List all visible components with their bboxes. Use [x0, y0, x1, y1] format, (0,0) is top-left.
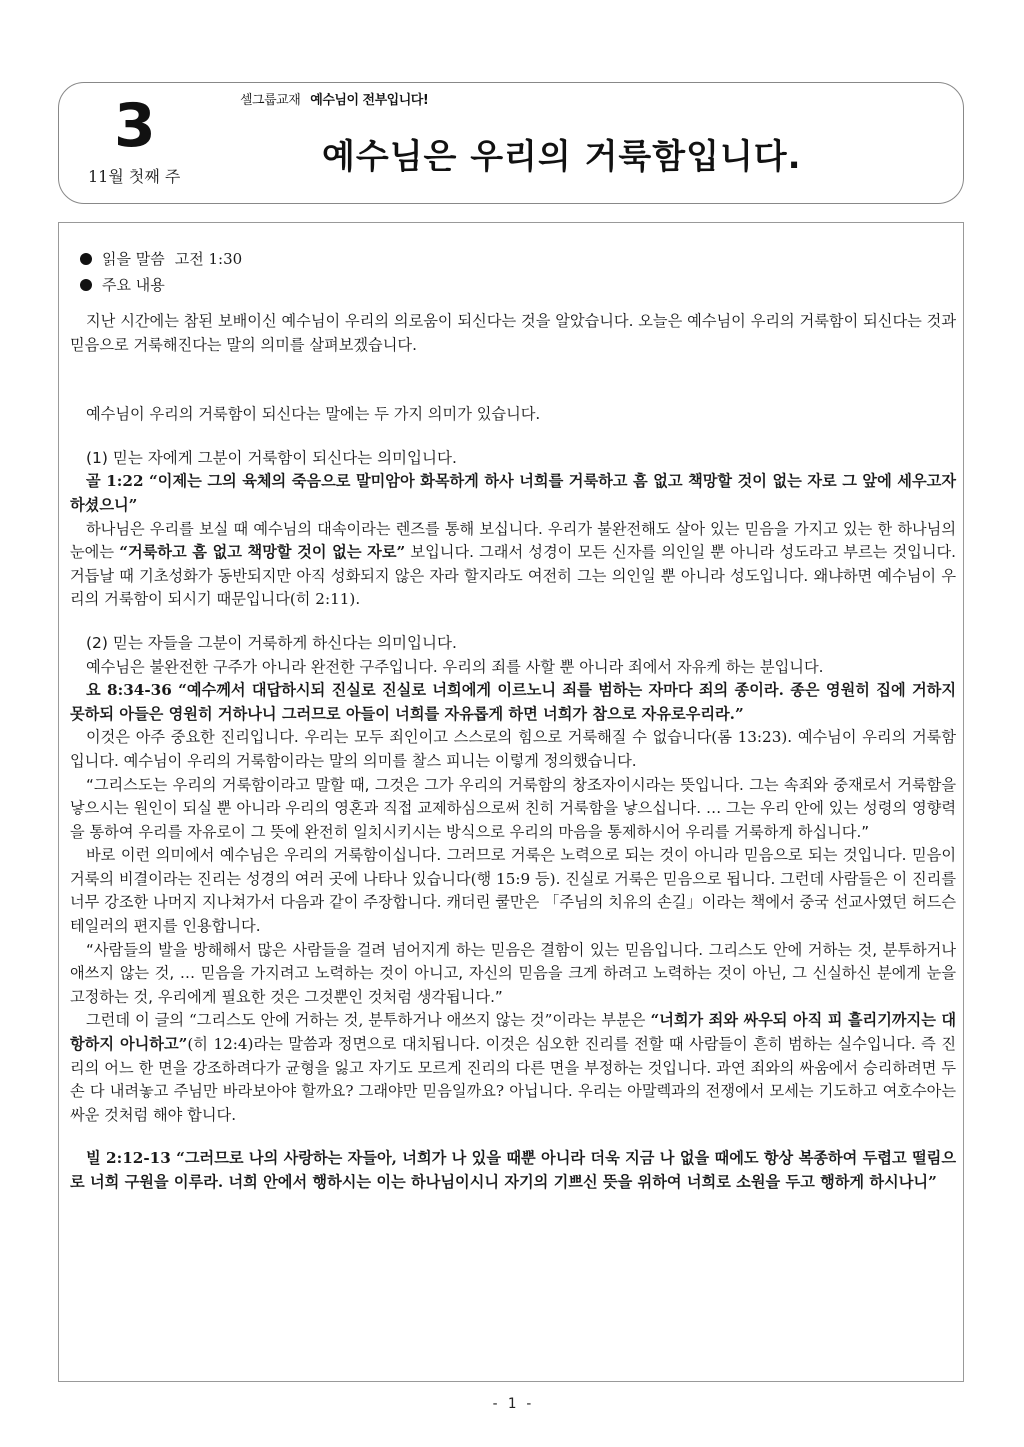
point1-text-b: 보입니다. 그래서 성경이 모든 신자를 의인일 뿐 아니라 성도라고 부르는 것입니다. 거듭날 때 기초성화가 동반되지만 아직 성화되지 않은 자라 할지라도 여전히 그는 의인일 뿐 아니라 성도입니다. 왜냐하면 예수님이 우리의 거룩함이 되시기 때문입니다(히 2:11).: [70, 543, 957, 609]
conflict-paragraph: [70, 1009, 956, 1127]
page-title: 예수님은 우리의 거룩함입니다.: [322, 137, 802, 177]
point1-paragraph: [70, 518, 956, 612]
point2-paragraph-2: 이것은 아주 중요한 진리입니다. 우리는 모두 죄인이고 스스로의 힘으로 거룩해질 수 없습니다(롬 13:23). 예수님이 우리의 거룩함입니다. 예수님이 우리의 거룩함이라는 말의 의미를 찰스 피니는 이렇게 정의했습니다.: [70, 728, 956, 770]
point2-verse: 요 8:34-36 “예수께서 대답하시되 진실로 진실로 너희에게 이르노니 죄를 범하는 자마다 죄의 종이라. 종은 영원히 집에 거하지 못하되 아들은 영원히 거하나니 그러므로 아들이 너희를 자유롭게 하면 너희가 참으로 자유로우리라.”: [70, 681, 956, 723]
point2-paragraph-1: 예수님은 불완전한 구주가 아니라 완전한 구주입니다. 우리의 죄를 사할 뿐 아니라 죄에서 자유케 하는 분입니다.: [86, 657, 824, 676]
point1-heading: (1) 믿는 자에게 그분이 거룩함이 되신다는 의미입니다.: [86, 448, 457, 467]
point1-text-a: 하나님은 우리를 보실 때 예수님의 대속이라는 렌즈를 통해 보십니다. 우리가 불완전해도 살아 있는 믿음을 가지고 있는 한 하나님의 눈에는: [70, 519, 956, 562]
reading-label: 읽을 말씀: [102, 250, 165, 268]
reading-bullet: [70, 246, 956, 272]
bullet-dot-icon: [80, 279, 92, 291]
content-label: 주요 내용: [102, 276, 165, 294]
conflict-emphasis: “너희가 죄와 싸우되 아직 피 흘리기까지는 대항하지 아니하고”: [70, 1011, 956, 1054]
intro-paragraph: 지난 시간에는 참된 보배이신 예수님이 우리의 의로움이 되신다는 것을 알았습니다. 오늘은 예수님이 우리의 거룩함이 되신다는 것과 믿음으로 거룩해진다는 말의 의미를 살펴보겠습니다.: [70, 312, 956, 354]
point1-verse: 골 1:22 “이제는 그의 육체의 죽음으로 말미암아 화목하게 하사 너희를 거룩하고 흠 없고 책망할 것이 없는 자로 그 앞에 세우고자 하셨으니”: [70, 472, 956, 514]
two-meanings-paragraph: 예수님이 우리의 거룩함이 되신다는 말에는 두 가지 의미가 있습니다.: [86, 405, 541, 424]
point2-heading: (2) 믿는 자들을 그분이 거룩하게 하신다는 의미입니다.: [86, 633, 457, 652]
reading-reference: 고전 1:30: [174, 250, 243, 268]
content-body: [70, 246, 956, 1195]
taylor-quote: “사람들의 발을 방해해서 많은 사람들을 걸려 넘어지게 하는 믿음은 결함이 있는 믿음입니다. 그리스도 안에 거하는 것, 분투하거나 애쓰지 않는 것, … 믿음을 가지려고 노력하는 것이 아니고, 자신의 믿음을 크게 하려고 노력하는 것이 아닌, 그 신실하신 분에게 눈을 고정하는 것, 우리에게 필요한 것은 그것뿐인 것처럼 생각됩니다.”: [70, 940, 956, 1006]
point1-emphasis: “거룩하고 흠 없고 책망할 것이 없는 자로”: [119, 543, 406, 562]
series-label: 셀그룹교재: [240, 93, 301, 108]
lesson-number: 3: [114, 91, 156, 161]
final-verse: 빌 2:12-13 “그러므로 나의 사랑하는 자들아, 너희가 나 있을 때뿐 아니라 더욱 지금 나 없을 때에도 항상 복종하여 두렵고 떨림으로 너희 구원을 이루라. 너희 안에서 행하시는 이는 하나님이시니 자기의 기쁘신 뜻을 위하여 너희로 소원을 두고 행하게 하시나니”: [70, 1149, 956, 1191]
conflict-text-a: 그런데 이 글의 “그리스도 안에 거하는 것, 분투하거나 애쓰지 않는 것”이라는 부분은: [86, 1011, 651, 1030]
week-label: 11월 첫째 주: [88, 167, 181, 186]
content-bullet: [70, 272, 956, 298]
book-title: 예수님이 전부입니다!: [310, 93, 429, 108]
conflict-text-b: (히 12:4)라는 말씀과 정면으로 대치됩니다. 이것은 심오한 진리를 전할 때 사람들이 흔히 범하는 실수입니다. 즉 진리의 어느 한 면을 강조하려다가 균형을 잃고 자기도 모르게 진리의 다른 면을 부정하는 것입니다. 과연 죄와의 싸움에서 승리하려면 두 손 다 내려놓고 주님만 바라보아야 할까요? 그래야만 믿음일까요? 아닙니다. 우리는 아말렉과의 전쟁에서 모세는 기도하고 여호수아는 싸운 것처럼 해야 합니다.: [70, 1035, 956, 1124]
finney-quote: “그리스도는 우리의 거룩함이라고 말할 때, 그것은 그가 우리의 거룩함의 창조자이시라는 뜻입니다. 그는 속죄와 중재로서 거룩함을 낳으시는 원인이 되실 뿐 아니라 우리의 영혼과 직접 교제하심으로써 친히 거룩함을 낳으십니다. … 그는 우리 안에 있는 성령의 영향력을 통하여 우리를 자유로이 그 뜻에 완전히 일치시키시는 방식으로 우리의 마음을 통제하시어 우리를 거룩하게 하십니다.”: [70, 775, 956, 841]
bullet-dot-icon: [80, 253, 92, 265]
series-line: [240, 92, 428, 110]
page-number: - 1 -: [490, 1396, 534, 1412]
faith-paragraph: 바로 이런 의미에서 예수님은 우리의 거룩함이십니다. 그러므로 거룩은 노력으로 되는 것이 아니라 믿음으로 되는 것입니다. 믿음이 거룩의 비결이라는 진리는 성경의 여러 곳에 나타나 있습니다(행 15:9 등). 진실로 거룩은 믿음으로 됩니다. 그런데 사람들은 이 진리를 너무 강조한 나머지 지나쳐가서 다음과 같이 주장합니다. 캐더린 쿨만은 「주님의 치유의 손길」이라는 책에서 중국 선교사였던 허드슨 테일러의 편지를 인용합니다.: [70, 846, 956, 936]
